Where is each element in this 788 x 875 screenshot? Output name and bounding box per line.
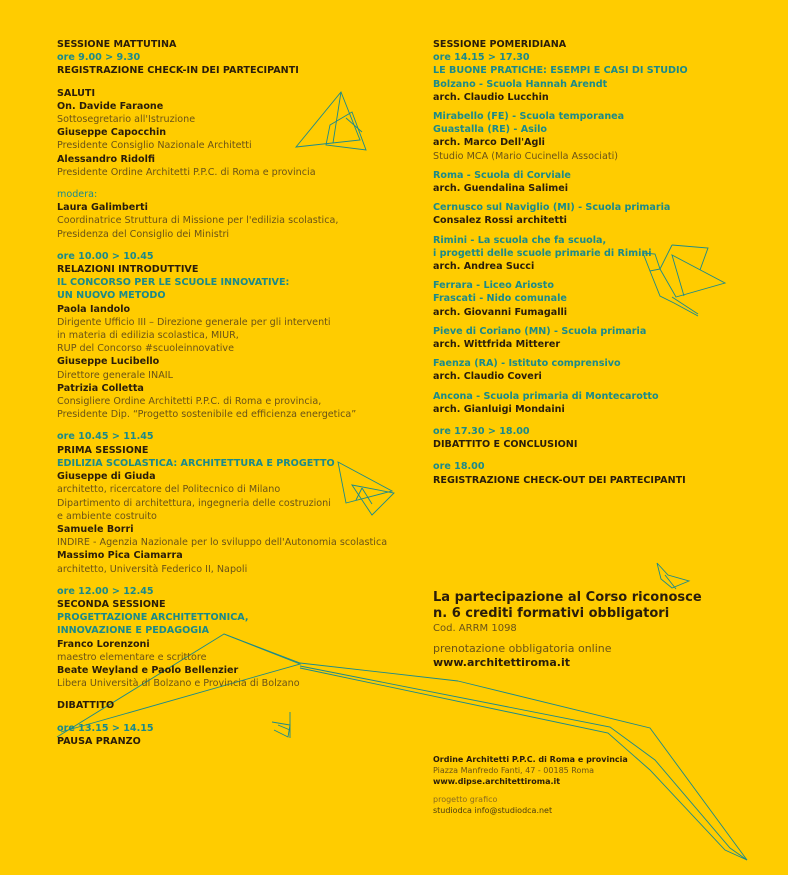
speaker-role: Dirigente Ufficio III – Direzione generale per gli interventi xyxy=(57,316,331,328)
case-architect: Consalez Rossi architetti xyxy=(433,215,567,227)
speaker-name: Samuele Borri xyxy=(57,523,134,535)
session-title: RELAZIONI INTRODUTTIVE xyxy=(57,264,199,276)
organization-website-link[interactable]: www.dipse.architettiroma.it xyxy=(433,777,561,786)
moderator-role: Coordinatrice Struttura di Missione per l'edilizia scolastica, xyxy=(57,215,339,227)
session-subtitle: EDILIZIA SCOLASTICA: ARCHITETTURA E PROGETTO xyxy=(57,457,335,469)
speaker-name: Massimo Pica Ciamarra xyxy=(57,550,183,562)
session-subtitle: INNOVAZIONE E PEDAGOGIA xyxy=(57,625,210,637)
session-subtitle: LE BUONE PRATICHE: ESEMPI E CASI DI STUDIO xyxy=(433,65,688,77)
design-label: progetto grafico xyxy=(433,795,498,804)
debate-label: DIBATTITO xyxy=(57,700,115,712)
moderator-name: Laura Galimberti xyxy=(57,202,148,214)
case-architect: arch. Gianluigi Mondaini xyxy=(433,403,565,415)
organization-name: Ordine Architetti P.P.C. di Roma e provincia xyxy=(433,755,628,764)
session-title: SESSIONE MATTUTINA xyxy=(57,39,177,50)
credits-line: n. 6 crediti formativi obbligatori xyxy=(433,606,670,621)
speaker-name: On. Davide Faraone xyxy=(57,100,164,112)
case-architect: arch. Claudio Coveri xyxy=(433,371,542,383)
session-time: ore 9.00 > 9.30 xyxy=(57,52,141,64)
credits-box xyxy=(433,590,773,670)
speaker-name: Giuseppe di Giuda xyxy=(57,471,156,483)
speaker-role: Sottosegretario all'Istruzione xyxy=(57,114,196,126)
case-location: Ancona - Scuola primaria di Montecarotto xyxy=(433,390,659,402)
speaker-role: architetto, ricercatore del Politecnico di Milano xyxy=(57,484,281,496)
session-time: ore 12.00 > 12.45 xyxy=(57,585,154,597)
session-time: ore 14.15 > 17.30 xyxy=(433,52,530,64)
session-time: ore 10.00 > 10.45 xyxy=(57,250,154,262)
case-study xyxy=(433,78,773,104)
case-location: Rimini - La scuola che fa scuola, xyxy=(433,234,607,246)
case-study xyxy=(433,110,773,163)
session-subtitle: PROGETTAZIONE ARCHITETTONICA, xyxy=(57,612,249,624)
speaker-name: Beate Weyland e Paolo Bellenzier xyxy=(57,664,239,676)
speaker-role: Presidente Ordine Architetti P.P.C. di Roma e provincia xyxy=(57,166,316,178)
case-study xyxy=(433,357,773,383)
speaker-role: Consigliere Ordine Architetti P.P.C. di Roma e provincia, xyxy=(57,396,322,408)
speaker-role: architetto, Università Federico II, Napoli xyxy=(57,563,248,575)
speaker-role: Direttore generale INAIL xyxy=(57,369,173,381)
speaker-role: RUP del Concorso #scuoleinnovative xyxy=(57,343,234,355)
speaker-name: Alessandro Ridolfi xyxy=(57,153,156,165)
session-title: SESSIONE POMERIDIANA xyxy=(433,39,567,50)
afternoon-program xyxy=(433,38,773,487)
design-credit: studiodca info@studiodca.net xyxy=(433,806,553,815)
credits-line: La partecipazione al Corso riconosce xyxy=(433,590,702,605)
saluti-heading: SALUTI xyxy=(57,87,96,99)
speaker-name: Giuseppe Lucibello xyxy=(57,356,160,368)
case-architect: arch. Marco Dell'Agli xyxy=(433,137,545,149)
case-architect: arch. Giovanni Fumagalli xyxy=(433,306,568,318)
case-study xyxy=(433,234,773,274)
case-architect: arch. Guendalina Salimei xyxy=(433,183,569,195)
moderator-label: modera: xyxy=(57,189,98,201)
session-title: PRIMA SESSIONE xyxy=(57,444,149,456)
speaker-role: in materia di edilizia scolastica, MIUR, xyxy=(57,330,239,342)
checkout-label: REGISTRAZIONE CHECK-OUT DEI PARTECIPANTI xyxy=(433,474,686,486)
speaker-name: Paola Iandolo xyxy=(57,303,131,315)
course-code: Cod. ARRM 1098 xyxy=(433,623,517,634)
speaker-name: Franco Lorenzoni xyxy=(57,638,150,650)
origami-bird-icon xyxy=(657,563,689,589)
case-location: Mirabello (FE) - Scuola temporanea xyxy=(433,111,625,123)
case-location: i progetti delle scuole primarie di Rimini xyxy=(433,247,652,259)
footer xyxy=(433,754,683,816)
case-architect: arch. Andrea Succi xyxy=(433,261,535,273)
moderator-role: Presidenza del Consiglio dei Ministri xyxy=(57,228,230,240)
case-location: Roma - Scuola di Corviale xyxy=(433,169,571,181)
case-note: Studio MCA (Mario Cucinella Associati) xyxy=(433,150,619,162)
speaker-name: Giuseppe Capocchin xyxy=(57,127,167,139)
case-study xyxy=(433,390,773,416)
speaker-name: Patrizia Colletta xyxy=(57,382,144,394)
session-title: SECONDA SESSIONE xyxy=(57,598,166,610)
case-location: Bolzano - Scuola Hannah Arendt xyxy=(433,78,608,90)
session-time: ore 18.00 xyxy=(433,461,485,473)
case-location: Guastalla (RE) - Asilo xyxy=(433,124,548,136)
case-study xyxy=(433,201,773,227)
lunch-break-label: PAUSA PRANZO xyxy=(57,735,141,747)
closing-label: DIBATTITO E CONCLUSIONI xyxy=(433,439,578,451)
case-location: Frascati - Nido comunale xyxy=(433,293,567,305)
session-time: ore 13.15 > 14.15 xyxy=(57,722,154,734)
case-location: Cernusco sul Naviglio (MI) - Scuola primaria xyxy=(433,202,671,214)
case-location: Pieve di Coriano (MN) - Scuola primaria xyxy=(433,325,647,337)
booking-note: prenotazione obbligatoria online xyxy=(433,642,612,655)
case-architect: arch. Claudio Lucchin xyxy=(433,91,549,103)
speaker-role: Dipartimento di architettura, ingegneria delle costruzioni xyxy=(57,497,331,509)
registration-label: REGISTRAZIONE CHECK-IN DEI PARTECIPANTI xyxy=(57,65,299,77)
session-subtitle: IL CONCORSO PER LE SCUOLE INNOVATIVE: xyxy=(57,277,290,289)
speaker-role: INDIRE - Agenzia Nazionale per lo sviluppo dell'Autonomia scolastica xyxy=(57,537,388,549)
morning-program xyxy=(57,38,407,748)
case-architect: arch. Wittfrida Mitterer xyxy=(433,339,561,351)
session-time: ore 10.45 > 11.45 xyxy=(57,431,154,443)
speaker-role: Presidente Dip. “Progetto sostenibile ed efficienza energetica” xyxy=(57,409,357,421)
case-study xyxy=(433,325,773,351)
session-time: ore 17.30 > 18.00 xyxy=(433,426,530,438)
speaker-role: Presidente Consiglio Nazionale Architetti xyxy=(57,140,252,152)
case-study xyxy=(433,279,773,319)
speaker-role: e ambiente costruito xyxy=(57,510,157,522)
session-subtitle: UN NUOVO METODO xyxy=(57,290,166,302)
organization-address: Piazza Manfredo Fanti, 47 - 00185 Roma xyxy=(433,766,595,775)
case-location: Faenza (RA) - Istituto comprensivo xyxy=(433,358,621,370)
case-study xyxy=(433,169,773,195)
booking-link[interactable]: www.architettiroma.it xyxy=(433,656,571,669)
speaker-role: Libera Università di Bolzano e Provincia di Bolzano xyxy=(57,678,300,690)
speaker-role: maestro elementare e scrittore xyxy=(57,651,207,663)
case-location: Ferrara - Liceo Ariosto xyxy=(433,280,554,292)
